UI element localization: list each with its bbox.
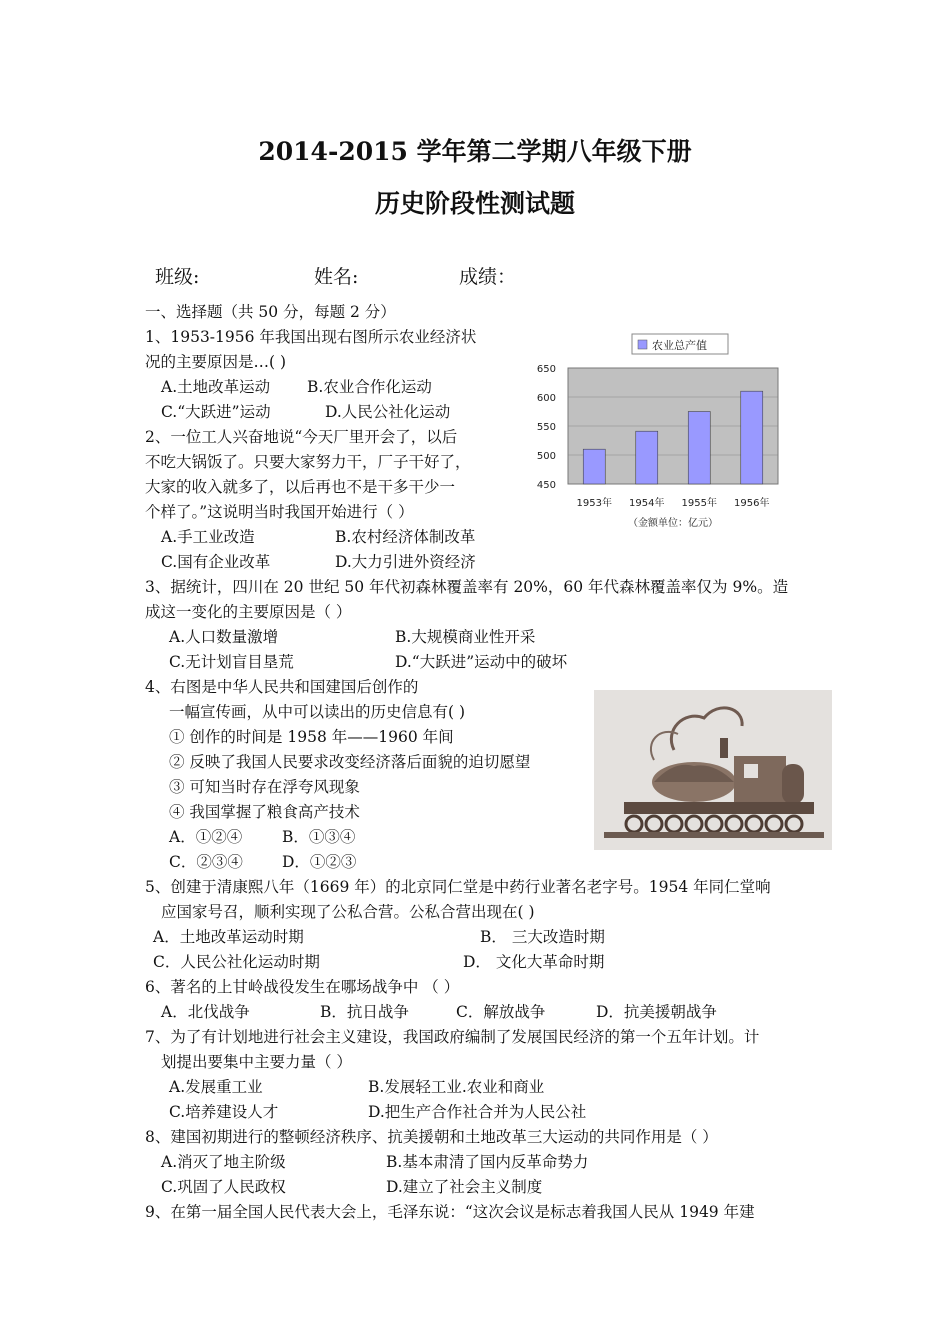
q1-stem-line-1: 1、1953-1956 年我国出现右图所示农业经济状 xyxy=(145,328,477,346)
exam-title: 2014-2015 学年第二学期八年级下册 xyxy=(258,137,692,166)
q4-option-c: C．②③④ xyxy=(169,853,243,871)
agricultural-output-chart xyxy=(528,328,788,534)
q2-stem-line-2: 不吃大锅饭了。只要大家努力干，厂子干好了， xyxy=(145,453,471,471)
q2-option-c: C.国有企业改革 xyxy=(161,553,271,571)
chart-legend-label: 农业总产值 xyxy=(652,339,707,352)
q3-option-c: C.无计划盲目垦荒 xyxy=(169,653,294,671)
q1-option-c: C.“大跃进”运动 xyxy=(161,403,271,421)
chart-bar xyxy=(688,412,710,485)
q8-option-a: A.消灭了地主阶级 xyxy=(161,1153,286,1171)
q6-option-a: A．北伐战争 xyxy=(161,1003,250,1021)
q5-option-c: C．人民公社化运动时期 xyxy=(153,953,320,971)
q4-statement-2: ② 反映了我国人民要求改变经济落后面貌的迫切愿望 xyxy=(169,753,531,771)
q2-stem-line-1: 2、一位工人兴奋地说“今天厂里开会了，以后 xyxy=(145,428,458,446)
q1-option-b: B.农业合作化运动 xyxy=(307,378,432,396)
q4-statement-4: ④ 我国掌握了粮食高产技术 xyxy=(169,803,360,821)
q2-stem-line-3: 大家的收入就多了，以后再也不是干多干少一 xyxy=(145,478,456,496)
q3-stem-line-1: 3、据统计，四川在 20 世纪 50 年代初森林覆盖率有 20%，60 年代森林覆盖率仅为 9%。造 xyxy=(145,578,789,596)
q2-option-b: B.农村经济体制改革 xyxy=(335,528,476,546)
chart-bar xyxy=(583,449,605,484)
q3-stem-line-2: 成这一变化的主要原因是（ ） xyxy=(145,603,352,621)
q6-option-d: D．抗美援朝战争 xyxy=(596,1003,717,1021)
q7-stem-line-2: 划提出要集中主要力量（ ） xyxy=(161,1053,352,1071)
q5-stem-line-1: 5、创建于清康熙八年（1669 年）的北京同仁堂是中药行业著名老字号。1954 年同仁堂响 xyxy=(145,878,771,896)
exam-subtitle: 历史阶段性测试题 xyxy=(374,189,575,218)
q5-option-b: B． 三大改造时期 xyxy=(480,928,605,946)
q8-option-c: C.巩固了人民政权 xyxy=(161,1178,286,1196)
q7-option-d: D.把生产合作社合并为人民公社 xyxy=(368,1103,587,1121)
q4-stem-line-1: 4、右图是中华人民共和国建国后创作的 xyxy=(145,678,419,696)
q8-stem: 8、建国初期进行的整顿经济秩序、抗美援朝和土地改革三大运动的共同作用是（ ） xyxy=(145,1128,718,1146)
q4-statement-1: ① 创作的时间是 1958 年——1960 年间 xyxy=(169,728,454,746)
chart-y-tick-label: 450 xyxy=(536,480,556,491)
q9-stem-line-1: 9、在第一届全国人民代表大会上，毛泽东说：“这次会议是标志着我国人民从 1949 年建 xyxy=(145,1203,755,1221)
chart-unit-note: （金额单位：亿元） xyxy=(628,518,718,529)
q6-option-c: C．解放战争 xyxy=(456,1003,546,1021)
chart-x-tick-label: 1956年 xyxy=(734,498,770,509)
q1-option-d: D.人民公社化运动 xyxy=(325,403,451,421)
q8-option-d: D.建立了社会主义制度 xyxy=(386,1178,543,1196)
q7-stem-line-1: 7、为了有计划地进行社会主义建设，我国政府编制了发展国民经济的第一个五年计划。计 xyxy=(145,1028,760,1046)
q2-stem-line-4: 个样了。”这说明当时我国开始进行（ ） xyxy=(145,503,414,521)
section-heading: 一、选择题（共 50 分，每题 2 分） xyxy=(145,303,396,321)
q6-stem: 6、著名的上甘岭战役发生在哪场战争中 （ ） xyxy=(145,978,460,996)
train-carrying-giant-grain-poster-image xyxy=(594,690,832,850)
q2-option-d: D.大力引进外资经济 xyxy=(335,553,476,571)
q5-option-d: D． 文化大革命时期 xyxy=(463,953,605,971)
q4-option-d: D．①②③ xyxy=(282,853,357,871)
q3-option-d: D.“大跃进”运动中的破坏 xyxy=(395,653,568,671)
q3-option-a: A.人口数量激增 xyxy=(169,628,279,646)
chart-bar xyxy=(741,391,763,484)
q4-statement-3: ③ 可知当时存在浮夸风现象 xyxy=(169,778,360,796)
name-label: 姓名: xyxy=(314,266,359,288)
chart-bar xyxy=(636,431,658,484)
chart-x-tick-label: 1955年 xyxy=(681,498,717,509)
q3-option-b: B.大规模商业性开采 xyxy=(395,628,536,646)
chart-y-tick-label: 500 xyxy=(536,451,556,462)
q1-option-a: A.土地改革运动 xyxy=(161,378,271,396)
class-label: 班级: xyxy=(155,266,200,288)
q8-option-b: B.基本肃清了国内反革命势力 xyxy=(386,1153,589,1171)
q4-option-a: A．①②④ xyxy=(169,828,243,846)
q5-stem-line-2: 应国家号召，顺利实现了公私合营。公私合营出现在( ) xyxy=(161,903,535,921)
chart-x-tick-label: 1953年 xyxy=(576,498,612,509)
q4-option-b: B．①③④ xyxy=(282,828,356,846)
q2-option-a: A.手工业改造 xyxy=(161,528,255,546)
q1-stem-line-2: 况的主要原因是…( ) xyxy=(145,353,287,371)
q7-option-c: C.培养建设人才 xyxy=(169,1103,279,1121)
q7-option-a: A.发展重工业 xyxy=(169,1078,263,1096)
score-label: 成绩： xyxy=(459,266,517,288)
chart-x-tick-label: 1954年 xyxy=(629,498,665,509)
chart-legend-swatch xyxy=(638,340,647,349)
chart-y-tick-label: 650 xyxy=(536,364,556,375)
q7-option-b: B.发展轻工业.农业和商业 xyxy=(368,1078,545,1096)
q5-option-a: A．土地改革运动时期 xyxy=(153,928,304,946)
q4-stem-line-2: 一幅宣传画，从中可以读出的历史信息有( ) xyxy=(169,703,466,721)
chart-y-tick-label: 550 xyxy=(536,422,556,433)
chart-y-tick-label: 600 xyxy=(536,393,556,404)
q6-option-b: B．抗日战争 xyxy=(320,1003,409,1021)
